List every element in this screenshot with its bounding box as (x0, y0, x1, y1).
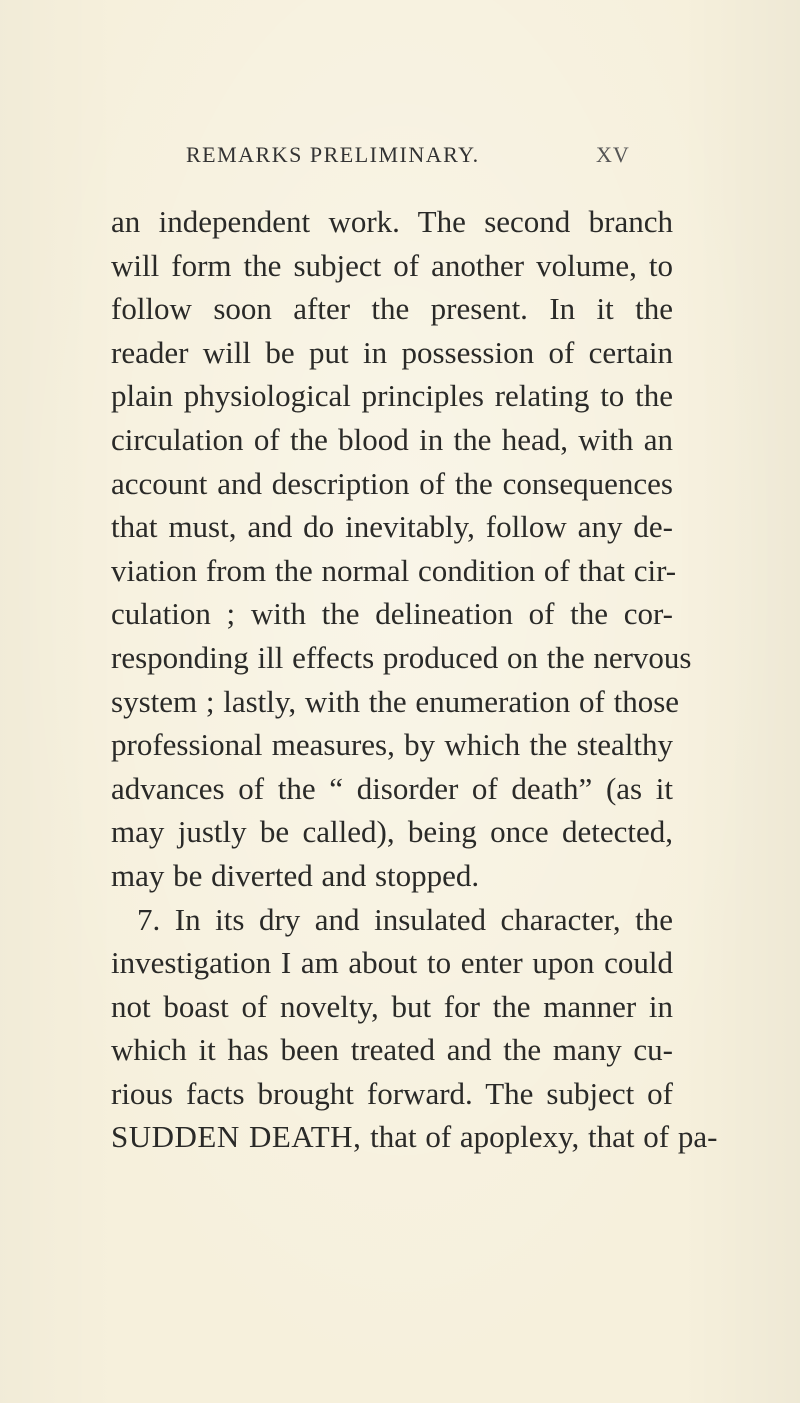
text-line-final (111, 1115, 718, 1159)
text-line: plain physiological principles relating to the (111, 378, 673, 414)
text-line: rious facts brought forward. The subject of (111, 1075, 673, 1111)
text-line: which it has been treated and the many cu- (111, 1032, 673, 1068)
text-line: follow soon after the present. In it the (111, 291, 673, 327)
text-line: will form the subject of another volume, to (111, 247, 673, 283)
text-line: advances of the “ disorder of death” (as it (111, 770, 673, 806)
small-caps-phrase: SUDDEN DEATH, (111, 1119, 362, 1155)
text-line: account and description of the consequences (111, 465, 673, 501)
body-text (111, 200, 718, 1159)
text-line: may justly be called), being once detected, (111, 814, 673, 850)
text-line: system ; lastly, with the enumeration of those (111, 683, 680, 719)
paragraph-end-line: may be diverted and stopped. (111, 857, 480, 893)
text-line: viation from the normal condition of that cir- (111, 552, 677, 588)
text-line: that must, and do inevitably, follow any de- (111, 509, 673, 545)
text-line: circulation of the blood in the head, with an (111, 421, 673, 457)
text-line: professional measures, by which the stealthy (111, 727, 673, 763)
page-number: XV (596, 142, 630, 167)
text-line: an independent work. The second branch (111, 204, 673, 239)
paragraph-start-line: 7. In its dry and insulated character, the (137, 901, 673, 937)
text-line: not boast of novelty, but for the manner in (111, 988, 673, 1024)
final-line-rest: that of apoplexy, that of pa- (361, 1119, 718, 1155)
running-title: REMARKS PRELIMINARY. (186, 142, 480, 167)
text-line: culation ; with the delineation of the cor- (111, 596, 673, 632)
running-head (186, 142, 630, 168)
text-line: responding ill effects produced on the nervous (111, 639, 692, 675)
text-line: reader will be put in possession of certain (111, 334, 673, 370)
text-line: investigation I am about to enter upon could (111, 945, 673, 981)
